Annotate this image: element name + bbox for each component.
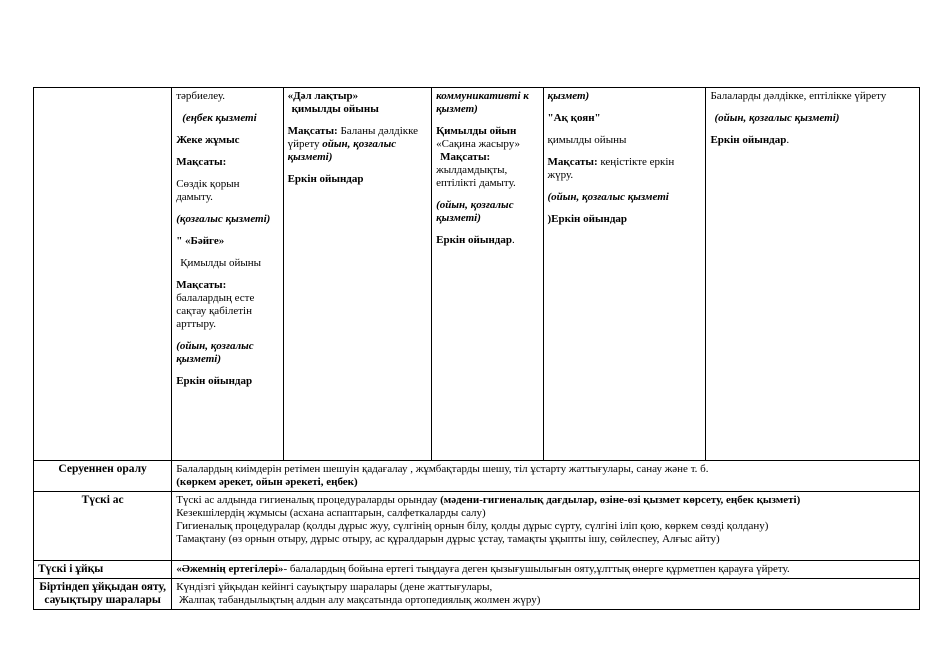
activity-type: ойын, қозғалыс қызметі) bbox=[287, 138, 397, 163]
goal-text: Баланы дәлдікке үйрету bbox=[287, 125, 419, 150]
goal-text: Сөздік қорын дамыту. bbox=[176, 178, 240, 203]
activity-cell-3 bbox=[432, 88, 543, 461]
game-title: «Сақина жасыру» bbox=[436, 138, 520, 150]
period: . bbox=[512, 234, 515, 246]
goal-text: балалардың есте сақтау қабілетін арттыру. bbox=[176, 292, 255, 330]
free-games-label: Еркін ойындар bbox=[710, 134, 787, 146]
row-content bbox=[172, 492, 920, 561]
row-label: Біртіндеп ұйқыдан ояту, сауықтыру шаралары bbox=[34, 579, 172, 610]
table-row-walk-return bbox=[34, 461, 920, 492]
game-type: қимылды ойыны bbox=[291, 103, 379, 115]
activity-type: (ойын, қозғалыс қызметі bbox=[547, 191, 669, 203]
activity-type: (еңбек қызметі bbox=[182, 112, 257, 124]
activity-type: (көркем әрекет, ойын әрекеті, еңбек) bbox=[176, 476, 358, 488]
text-line: Балалардың киімдерін ретімен шешуін қадағалау , жұмбақтарды шешу, тіл ұстарту жаттығулары, санау және т. б. bbox=[176, 463, 709, 475]
goal-text: кеңістікте еркін жүру. bbox=[547, 156, 675, 181]
text-line: Гигиеналық процедуралар (қолды дұрыс жуу, сүлгінің орнын білу, қолды дұрыс сүрту, сүлгіні іліп қою, көркем сөзді қолдану) bbox=[176, 520, 769, 532]
row-label: Түскі і ұйқы bbox=[34, 561, 172, 579]
free-games-label: )Еркін ойындар bbox=[547, 213, 628, 225]
free-games-label: Еркін ойындар bbox=[436, 234, 512, 246]
goal-text: Балаларды дәлдікке, ептілікке үйрету bbox=[710, 90, 887, 102]
text-line: Жалпақ табандылықтың алдын алу мақсатында ортопедиялық жолмен жүру) bbox=[176, 594, 541, 606]
free-games-label: Еркін ойындар bbox=[176, 375, 253, 387]
activity-heading: Жеке жұмыс bbox=[176, 134, 240, 146]
text-line: Күндізгі ұйқыдан кейінгі сауықтыру шаралары (дене жаттығулары, bbox=[176, 581, 493, 593]
activity-title: «Әжемнің ертегілері» bbox=[176, 563, 284, 575]
row-label: Серуеннен оралу bbox=[34, 461, 172, 492]
goal-label: Мақсаты: bbox=[176, 279, 227, 291]
empty-label-cell bbox=[34, 88, 172, 461]
row-content bbox=[172, 579, 920, 610]
text-line: - балалардың бойына ертегі тыңдауға деген қызығушылығын ояту,ұлттық өнерге құрметпен қарауға үйрету. bbox=[283, 563, 790, 575]
goal-label: Мақсаты: bbox=[287, 125, 338, 137]
table-row-wake-up bbox=[34, 579, 920, 610]
row-label: Түскі ас bbox=[34, 492, 172, 561]
activity-type: (ойын, қозғалыс қызметі) bbox=[714, 112, 840, 124]
game-title: "Ақ қоян" bbox=[547, 112, 601, 124]
activity-type: (мәдени-гигиеналық дағдылар, өзіне-өзі қызмет көрсету, еңбек қызметі) bbox=[440, 494, 801, 506]
text-line: Түскі ас алдында гигиеналық процедураларды орындау bbox=[176, 494, 441, 506]
free-games-label: Еркін ойындар bbox=[287, 173, 364, 185]
row-content bbox=[172, 461, 920, 492]
activity-type: (ойын, қозғалыс қызметі) bbox=[176, 340, 254, 365]
goal-label: Мақсаты: bbox=[440, 151, 491, 163]
row-content bbox=[172, 561, 920, 579]
activity-cell-4 bbox=[543, 88, 706, 461]
text-line: Кезекшілердің жұмысы (асхана аспаптарын, салфеткаларды салу) bbox=[176, 507, 486, 519]
game-type: Қимылды ойыны bbox=[180, 257, 262, 269]
activity-type: (ойын, қозғалыс қызметі) bbox=[436, 199, 514, 224]
goal-label: Мақсаты: bbox=[547, 156, 598, 168]
activity-cell-1 bbox=[172, 88, 283, 461]
activity-cell-5 bbox=[706, 88, 920, 461]
activity-type: қызмет) bbox=[547, 90, 590, 102]
goal-label: Мақсаты: bbox=[176, 156, 227, 168]
table-row-activities bbox=[34, 88, 920, 461]
game-title: «Дәл лақтыр» bbox=[287, 90, 359, 102]
table-row-lunch bbox=[34, 492, 920, 561]
activity-cell-2 bbox=[283, 88, 432, 461]
period: . bbox=[786, 134, 790, 146]
game-title: " «Бәйге» bbox=[176, 235, 225, 247]
table-row-nap bbox=[34, 561, 920, 579]
text-line: тәрбиелеу. bbox=[176, 90, 226, 102]
schedule-table bbox=[33, 87, 920, 610]
goal-text: жылдамдықты, ептілікті дамыту. bbox=[436, 164, 516, 189]
activity-type: (қозғалыс қызметі) bbox=[176, 213, 271, 225]
game-type: Қимылды ойын bbox=[436, 125, 517, 137]
activity-type: коммуникативті к қызмет) bbox=[436, 90, 529, 115]
game-type: қимылды ойыны bbox=[547, 134, 627, 146]
text-line: Тамақтану (өз орнын отыру, дұрыс отыру, ас құралдарын дұрыс ұстау, тамақты ұқыпты ішу, сөйлеспеу, Алғыс айту) bbox=[176, 533, 720, 545]
